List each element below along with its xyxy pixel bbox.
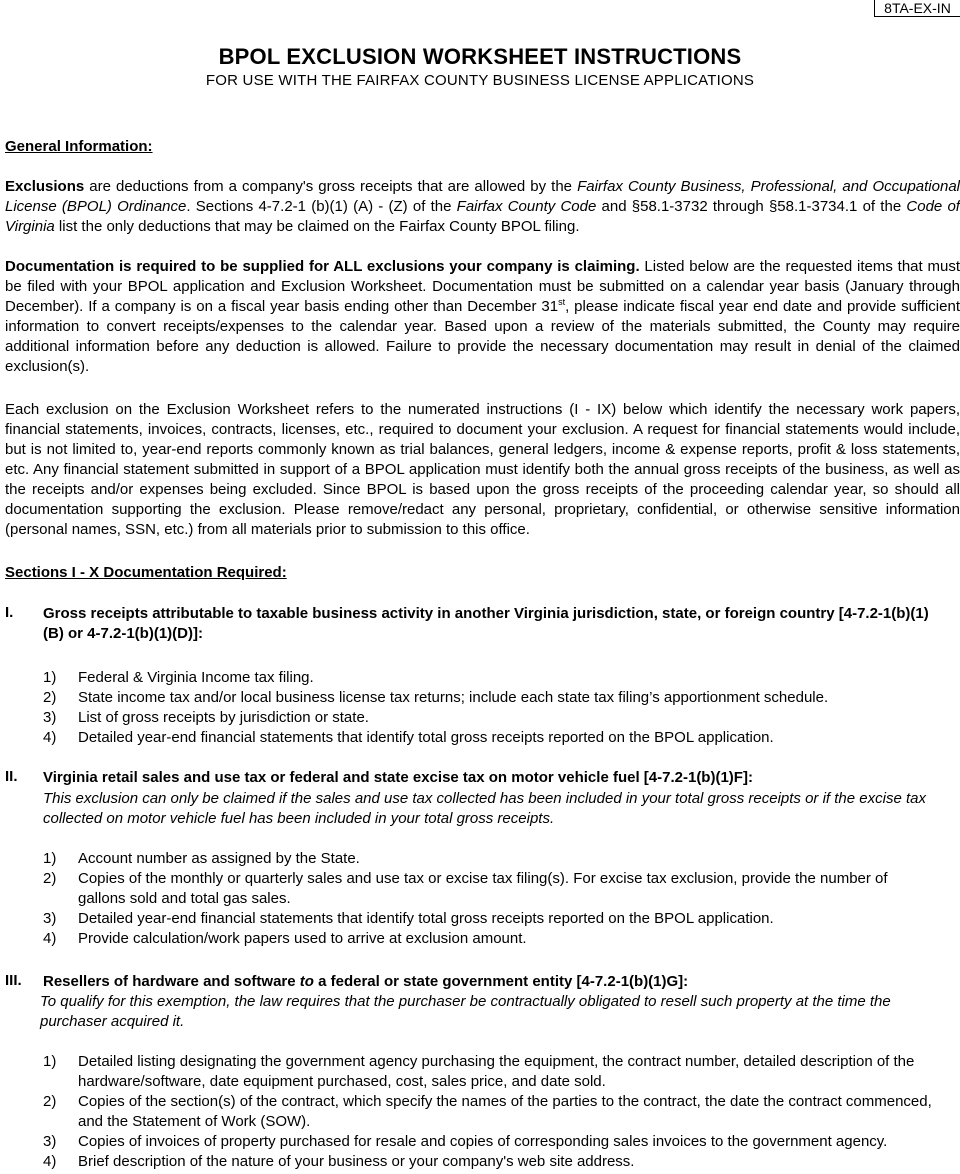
section-i-items <box>43 668 943 748</box>
item-text: Detailed year-end financial statements that identify total gross receipts reported on the BPOL application. <box>78 910 774 927</box>
text-run: Resellers of hardware and software <box>43 973 300 990</box>
documentation-paragraph <box>5 257 960 377</box>
form-code: 8TA-EX-IN <box>874 0 960 17</box>
ordinal-suffix: st <box>558 297 566 307</box>
text-run: . Sections 4-7.2-1 (b)(1) (A) - (Z) of the <box>186 198 457 215</box>
item-number: 4) <box>43 1153 57 1170</box>
section-number-i: I. <box>5 604 14 621</box>
item-text: List of gross receipts by jurisdiction or state. <box>78 709 369 726</box>
section-iii-note: To qualify for this exemption, the law requires that the purchaser be contractually obligated to resell such property at the time the purchaser acquired it. <box>40 993 891 1030</box>
section-iii-title <box>43 972 943 992</box>
text-run: to <box>299 973 314 990</box>
list-item <box>43 849 923 869</box>
list-item <box>43 708 943 728</box>
item-text: Copies of the section(s) of the contract, which specify the names of the parties to the contract, the date the contract commenced, and the Statement of Work (SOW). <box>78 1093 932 1130</box>
text-run: and §58.1-3732 through §58.1-3734.1 of the <box>596 198 907 215</box>
section-ii-title: Virginia retail sales and use tax or federal and state excise tax on motor vehicle fuel [4-7.2-1(b)(1)F]: <box>43 769 753 786</box>
section-i-title: Gross receipts attributable to taxable business activity in another Virginia jurisdiction, state, or foreign country [4-7.2-1(b)(1)(B) or 4-7.2-1(b)(1)(D)]: <box>43 605 929 642</box>
item-text: Account number as assigned by the State. <box>78 850 360 867</box>
item-text: Provide calculation/work papers used to arrive at exclusion amount. <box>78 930 527 947</box>
item-text: Detailed year-end financial statements that identify total gross receipts reported on the BPOL application. <box>78 729 774 746</box>
list-item <box>43 1052 943 1092</box>
item-number: 4) <box>43 930 57 947</box>
item-number: 3) <box>43 1133 57 1150</box>
page-title: BPOL EXCLUSION WORKSHEET INSTRUCTIONS <box>218 44 742 69</box>
virginia-code-name: Code of Virginia <box>5 198 960 235</box>
item-number: 2) <box>43 1093 57 1110</box>
item-number: 1) <box>43 850 57 867</box>
item-number: 2) <box>43 870 57 887</box>
list-item <box>43 668 943 688</box>
item-number: 3) <box>43 910 57 927</box>
item-number: 2) <box>43 689 57 706</box>
list-item <box>43 1152 943 1172</box>
general-information-heading: General Information: <box>5 138 153 155</box>
text-run: are deductions from a company's gross receipts that are allowed by the <box>84 178 578 195</box>
page-subtitle: FOR USE WITH THE FAIRFAX COUNTY BUSINESS LICENSE APPLICATIONS <box>205 72 755 89</box>
item-text: Brief description of the nature of your business or your company's web site address. <box>78 1153 635 1170</box>
text-run: Listed below are the requested items that must be filed with your BPOL application and Exclusion Worksheet. Documentation must be submitted on a calendar year basis (January through December). If a company is on a fiscal year basis ending other than December 31 <box>5 258 960 315</box>
text-run: a federal or state government entity [4-7.2-1(b)(1)G]: <box>313 973 689 990</box>
exclusion-worksheet-paragraph: Each exclusion on the Exclusion Worksheet refers to the numerated instructions (I - IX) below which identify the necessary work papers, financial statements, invoices, contracts, licenses, etc., required to document your exclusion. A request for financial statements would include, but is not limited to, year-end reports commonly known as trial balances, general ledgers, income & expense reports, profit & loss statements, etc. Any financial statement submitted in support of a BPOL application must identify both the annual gross receipts of the business, as well as the receipts and/or expenses being excluded. Since BPOL is based upon the gross receipts of the proceeding calendar year, so should all documentation supporting the exclusion. Please remove/redact any personal, proprietary, confidential, or otherwise sensitive information (personal names, SSN, etc.) from all materials prior to submission to this office. <box>5 401 960 538</box>
item-text: State income tax and/or local business license tax returns; include each state tax filing’s apportionment schedule. <box>78 689 829 706</box>
list-item <box>43 929 923 949</box>
item-text: Copies of invoices of property purchased for resale and copies of corresponding sales invoices to the government agency. <box>78 1133 888 1150</box>
list-item <box>43 688 943 708</box>
ordinance-name: Fairfax County Business, Professional, and Occupational License (BPOL) Ordinance <box>5 178 960 215</box>
sections-heading: Sections I - X Documentation Required: <box>5 564 287 581</box>
section-number-ii: II. <box>5 768 18 785</box>
list-item <box>43 869 923 909</box>
section-ii-items <box>43 849 923 949</box>
county-code-name: Fairfax County Code <box>456 198 597 215</box>
item-number: 1) <box>43 1053 57 1070</box>
exclusions-term: Exclusions <box>5 178 85 195</box>
section-ii-note: This exclusion can only be claimed if the sales and use tax collected has been included in your total gross receipts or if the excise tax collected on motor vehicle fuel has been included in your total gross receipts. <box>43 790 926 827</box>
list-item <box>43 909 923 929</box>
item-number: 4) <box>43 729 57 746</box>
list-item <box>43 1132 943 1152</box>
item-text: Federal & Virginia Income tax filing. <box>78 669 314 686</box>
exclusions-paragraph <box>5 177 960 237</box>
documentation-required-statement: Documentation is required to be supplied for ALL exclusions your company is claiming. <box>5 258 640 275</box>
section-iii-items <box>43 1052 943 1172</box>
section-number-iii: III. <box>5 972 22 989</box>
item-number: 1) <box>43 669 57 686</box>
text-run: , please indicate fiscal year end date and provide sufficient information to convert receipts/expenses to the calendar year. Based upon a review of the materials submitted, the County may require additional information before any deduction is allowed. Failure to provide the necessary documentation may result in denial of the claimed exclusion(s). <box>5 298 960 375</box>
item-text: Copies of the monthly or quarterly sales and use tax or excise tax filing(s). For excise tax exclusion, provide the number of gallons sold and total gas sales. <box>78 870 888 907</box>
item-number: 3) <box>43 709 57 726</box>
text-run: list the only deductions that may be claimed on the Fairfax County BPOL filing. <box>54 218 580 235</box>
item-text: Detailed listing designating the government agency purchasing the equipment, the contract number, detailed description of the hardware/software, date equipment purchased, cost, sales price, and date sold. <box>78 1053 915 1090</box>
list-item <box>43 728 943 748</box>
list-item <box>43 1092 943 1132</box>
